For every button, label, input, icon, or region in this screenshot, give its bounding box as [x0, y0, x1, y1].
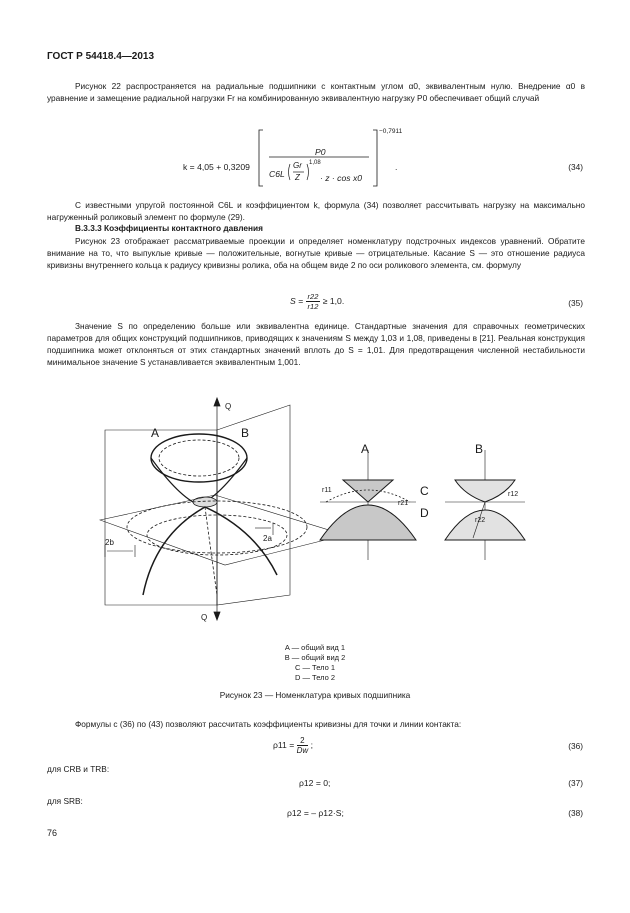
- formula-35-fraction: [306, 292, 321, 311]
- formula-34: [183, 128, 403, 188]
- formula-35: [290, 292, 344, 311]
- formula-37: ρ12 = 0;: [299, 778, 331, 788]
- legend-item: D — Тело 2: [294, 673, 336, 682]
- formula-34-z: Z: [295, 173, 300, 182]
- formula-36-numerator: 2: [297, 736, 309, 746]
- formula-34-gr: Gr: [293, 161, 302, 170]
- figure-caption: Рисунок 23 — Номенклатура кривых подшипника: [219, 690, 411, 700]
- label-2a: 2a: [263, 534, 272, 543]
- paragraph-constant: С известными упругой постоянной C6L и коэффициентом k, формула (34) позволяет рассчитывать нагрузку на максимально нагруженный роликовый элемент по формуле (29).: [47, 200, 585, 222]
- equation-number-37: (37): [568, 778, 583, 788]
- formula-36-tail: ;: [310, 739, 313, 750]
- figure-23: [95, 395, 535, 635]
- equation-number-34: (34): [568, 162, 583, 172]
- formula-35-lhs: S =: [290, 295, 304, 306]
- label-crb-trb: для CRB и TRB:: [47, 764, 110, 774]
- equation-number-35: (35): [568, 298, 583, 308]
- equation-number-36: (36): [568, 741, 583, 751]
- formula-35-numerator: r22: [307, 292, 319, 301]
- paragraph-curvature: Формулы с (36) по (43) позволяют рассчитать коэффициенты кривизны для точки и линии контакта:: [75, 719, 462, 729]
- label-A-right: A: [361, 442, 370, 456]
- formula-38: ρ12 = – ρ12·S;: [287, 808, 344, 818]
- formula-36: [273, 736, 313, 755]
- page-number: 76: [47, 828, 58, 838]
- formula-36-fraction: [297, 736, 309, 755]
- paragraph-s-value: Значение S по определению больше или эквивалентна единице. Стандартные значения для справочных геометрических параметров для общих конструкций подшипников, приводящих к значениям S между 1,03 и 1,08, приведены в [21]. Реальная конструкция подшипника может отклоняться от этих стандартных значений вплоть до S = 1,01. Для предотвращения численной нестабильности минимальное значение S устанавливается эквивалентным 1,001.: [47, 321, 585, 367]
- label-r21: r21: [398, 500, 409, 507]
- formula-34-tail: · z · cos x0: [320, 173, 363, 183]
- legend-item: C — Тело 1: [294, 663, 336, 672]
- formula-34-c6l: C6L: [269, 169, 285, 179]
- formula-34-numerator: P0: [315, 147, 326, 157]
- formula-35-rhs: ≥ 1,0.: [322, 295, 345, 306]
- paragraph-fig23-intro: Рисунок 23 отображает рассматриваемые проекции и определяет номенклатуру подстрочных индексов уравнений. Обратите внимание на то, что выпуклые кривые — положительные, вогнутые кривые — отрицательные. Касание S — это отношение радиуса кривизны внутреннего кольца к радиусу кривизны ролика, оба на общем виде 2 по оси роликового элемента, см. формулу: [47, 236, 585, 270]
- formula-36-denominator: Dw: [296, 746, 309, 755]
- section-heading: В.3.3.3 Коэффициенты контактного давления: [75, 223, 263, 233]
- figure-legend: [0, 643, 630, 683]
- label-B-right: B: [475, 442, 484, 456]
- legend-item: A — общий вид 1: [284, 643, 346, 652]
- formula-34-outer-exponent: −0,7911: [379, 128, 403, 135]
- label-B-left: B: [241, 426, 250, 440]
- label-A-left: A: [151, 426, 160, 440]
- formula-36-lhs: ρ11 =: [273, 739, 295, 750]
- label-r11: r11: [322, 487, 332, 494]
- label-D: D: [420, 506, 429, 520]
- formula-34-inner-exponent: 1,08: [309, 160, 321, 166]
- label-srb: для SRB:: [47, 796, 83, 806]
- figure-23-drawing: [95, 395, 535, 630]
- label-r22: r22: [475, 517, 486, 524]
- label-Q-bottom: Q: [201, 613, 208, 622]
- paragraph-fig22: Рисунок 22 распространяется на радиальные подшипники с контактным углом α0, эквивалентным нулю. Внедрение α0 в уравнение и замещение радиальной нагрузки Fr на комбинированную эквивалентную нагрузку P0 обеспечивает общий случай: [47, 81, 585, 103]
- equation-number-38: (38): [568, 808, 583, 818]
- formula-34-period: .: [395, 162, 398, 172]
- formula-35-denominator: r12: [307, 302, 319, 311]
- formula-34-lhs: k = 4,05 + 0,3209: [183, 162, 250, 172]
- label-C: C: [420, 484, 429, 498]
- document-header: ГОСТ Р 54418.4—2013: [47, 51, 155, 62]
- formula-34-brackets: [183, 128, 403, 188]
- label-2b: 2b: [105, 538, 114, 547]
- label-r12: r12: [508, 491, 519, 498]
- legend-item: B — общий вид 2: [284, 653, 346, 662]
- label-Q-top: Q: [225, 402, 232, 411]
